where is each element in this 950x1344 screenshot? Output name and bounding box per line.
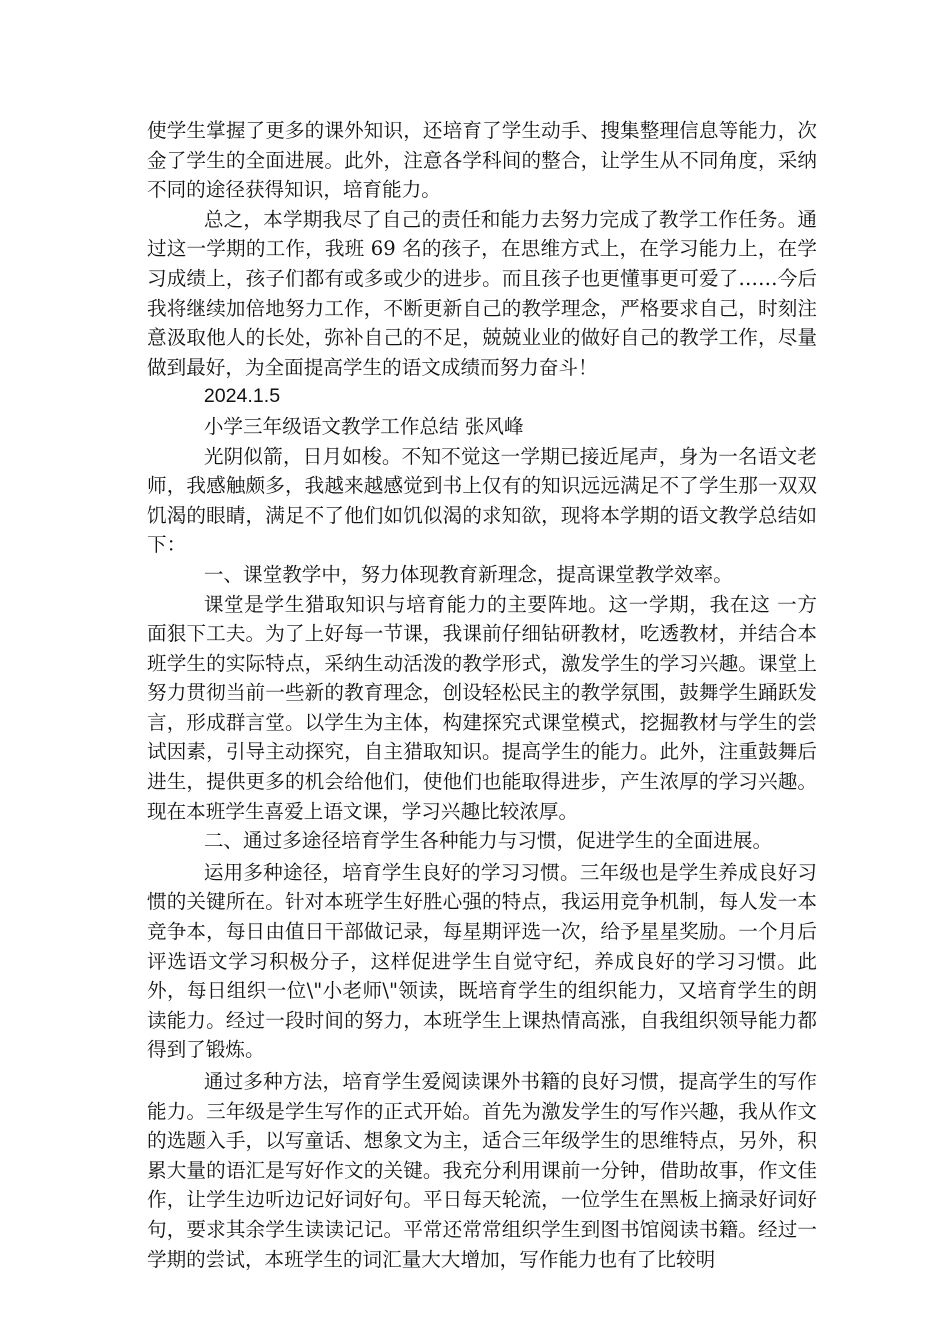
section-title: 小学三年级语文教学工作总结 张风峰 bbox=[203, 414, 524, 438]
document-date: 2024.1.5 bbox=[203, 385, 281, 408]
paragraph-continuation: 使学生掌握了更多的课外知识，还培育了学生动手、搜集整理信息等能力，次金了学生的全面进展。此外，注意各学科间的整合，让学生从不同角度，采纳不同的途径获得知识，培育能力。 bbox=[147, 119, 817, 202]
paragraph-reading: 通过多种方法，培育学生爱阅读课外书籍的良好习惯，提高学生的写作能力。三年级是学生写作的正式开始。首先为激发学生的写作兴趣，我从作文的选题入手，以写童话、想象文为主，适合三年级学生的思维特点，另外，积累大量的语汇是写好作文的关键。我充分利用课前一分钟，借助故事，作文佳作，让学生边听边记好词好句。平日每天轮流，一位学生在黑板上摘录好词好句，要求其余学生读读记记。平常还常常组织学生到图书馆阅读书籍。经过一学期的尝试，本班学生的词汇量大大增加，写作能力也有了比较明 bbox=[147, 1070, 817, 1271]
paragraph-habits: 运用多种途径，培育学生良好的学习习惯。三年级也是学生养成良好习惯的关键所在。针对本班学生好胜心强的特点，我运用竞争机制，每人发一本竞争本，每日由值日干部做记录，每星期评选一次，给予星星奖励。一个月后评选语文学习积极分子，这样促进学生自觉守纪，养成良好的学习习惯。此外，每日组织一位\"小老师\"领读，既培育学生的组织能力，又培育学生的朗读能力。经过一段时间的努力，本班学生上课热情高涨，自我组织领导能力都得到了锻炼。 bbox=[147, 860, 817, 1062]
document-body bbox=[147, 116, 817, 1274]
heading-two: 二、通过多途径培育学生各种能力与习惯，促进学生的全面进展。 bbox=[203, 829, 773, 853]
paragraph-intro: 光阴似箭，日月如梭。不知不觉这一学期已接近尾声，身为一名语文老师，我感触颇多，我越来越感觉到书上仅有的知识远远满足不了学生那一双双饥渴的眼睛，满足不了他们如饥似渴的求知欲，现将本学期的语文教学总结如下： bbox=[147, 444, 817, 557]
paragraph-classroom: 课堂是学生猎取知识与培育能力的主要阵地。这一学期，我在这 一方面狠下工夫。为了上好每一节课，我课前仔细钻研教材，吃透教材，并结合本班学生的实际特点，采纳生动活泼的教学形式，激发学生的学习兴趣。课堂上努力贯彻当前一些新的教育理念，创设轻松民主的教学氛围，鼓舞学生踊跃发言，形成群言堂。以学生为主体，构建探究式课堂模式，挖掘教材与学生的尝试因素，引导主动探究，自主猎取知识。提高学生的能力。此外，注重鼓舞后进生，提供更多的机会给他们，使他们也能取得进步，产生浓厚的学习兴趣。现在本班学生喜爱上语文课，学习兴趣比较浓厚。 bbox=[147, 592, 817, 823]
paragraph-summary: 总之，本学期我尽了自己的责任和能力去努力完成了教学工作任务。通过这一学期的工作，我班 69 名的孩子，在思维方式上，在学习能力上，在学习成绩上，孩子们都有或多或少的进步。而且孩子也更懂事更可爱了……今后我将继续加倍地努力工作，不断更新自己的教学理念，严格要求自己，时刻注意汲取他人的长处，弥补自己的不足，兢兢业业的做好自己的教学工作，尽量做到最好，为全面提高学生的语文成绩而努力奋斗！ bbox=[147, 207, 817, 379]
heading-one: 一、课堂教学中，努力体现教育新理念，提高课堂教学效率。 bbox=[203, 562, 733, 586]
